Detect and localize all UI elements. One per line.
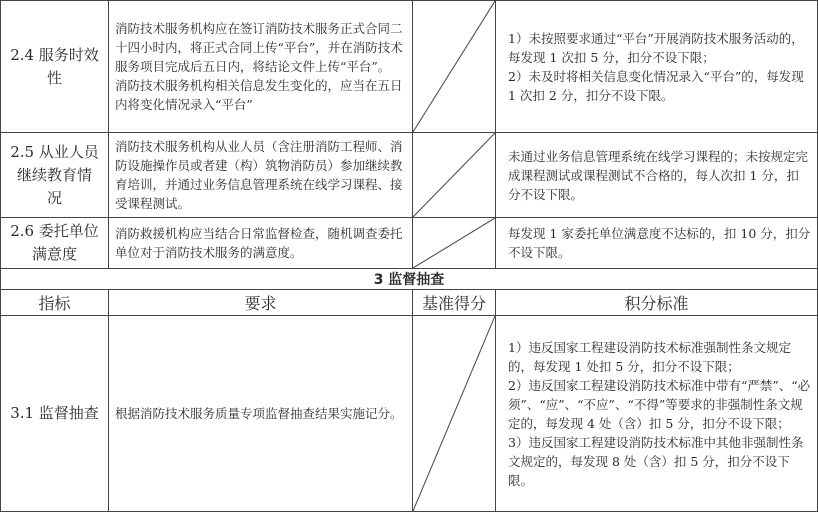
indicator-line: 满意度 (31, 245, 77, 263)
score-cell-empty (413, 218, 496, 269)
diagonal-slash-icon (413, 316, 495, 511)
diagonal-slash-icon (413, 1, 495, 132)
standard-text: 2）未及时将相关信息变化情况录入“平台”的，每发现 1 次扣 2 分，扣分不设下限。 (508, 68, 804, 103)
indicator-line: 2.5 从业人员 (10, 142, 99, 161)
indicator-cell (1, 1, 109, 133)
score-cell-empty (413, 316, 496, 512)
indicator-line: 况 (46, 188, 62, 207)
indicator-cell (1, 133, 109, 218)
requirement-text: 根据消防技术服务质量专项监督抽查结果实施记分。 (115, 406, 403, 421)
standard-cell (496, 218, 818, 269)
requirement-cell (109, 133, 413, 218)
requirement-text: 消防救援机构应当结合日常监督检查，随机调查委托单位对于消防技术服务的满意度。 (115, 226, 403, 260)
diagonal-slash-icon (413, 133, 495, 217)
score-cell-empty (413, 133, 496, 218)
diagonal-slash-icon (413, 218, 495, 268)
standard-text: 3）违反国家工程建设消防技术标准中其他非强制性条文规定的，每发现 8 处（含）扣 5 分，扣分不设下限。 (508, 434, 804, 488)
requirement-text: 消防技术服务机构从业人员（含注册消防工程师、消防设施操作员或者建（构）筑物消防员）参加继续教育培训，并通过业务信息管理系统在线学习课程、接受课程测试。 (115, 139, 403, 211)
requirement-text: 消防技术服务机构相关信息发生变化的，应当在五日内将变化情况录入“平台” (115, 78, 403, 112)
indicator-line: 2.4 服务时效 (10, 45, 99, 64)
standard-text: 1）未按照要求通过“平台”开展消防技术服务活动的，每发现 1 次扣 5 分，扣分不设下限； (508, 30, 804, 65)
section-title: 3 监督抽查 (1, 269, 818, 290)
standard-text: 2）违反国家工程建设消防技术标准中带有“严禁”、“必须”、“应”、“不应”、“不得”等要求的非强制性条文规定的，每发现 4 处（含）扣 5 分，扣分不设下限； (508, 377, 811, 431)
header-row (1, 290, 818, 316)
standard-text: 未通过业务信息管理系统在线学习课程的；未按规定完成课程测试或课程测试不合格的，每人次扣 1 分，扣分不设下限。 (508, 148, 809, 202)
header-standard: 积分标准 (496, 290, 818, 316)
table-row-2-4 (1, 1, 818, 133)
standard-cell (496, 1, 818, 133)
section-row (1, 269, 818, 290)
score-cell-empty (413, 1, 496, 133)
indicator-cell (1, 316, 109, 512)
standard-cell (496, 316, 818, 512)
header-indicator: 指标 (1, 290, 109, 316)
standard-text: 每发现 1 家委托单位满意度不达标的，扣 10 分，扣分不设下限。 (508, 226, 811, 260)
standard-text: 1）违反国家工程建设消防技术标准强制性条文规定的，每发现 1 处扣 5 分，扣分不设下限； (508, 339, 791, 374)
indicator-line: 继续教育情 (16, 165, 92, 184)
requirement-text: 消防技术服务机构应在签订消防技术服务正式合同二十四小时内，将正式合同上传“平台”，并在消防技术服务项目完成后五日内，将结论文件上传“平台”。 (115, 21, 403, 74)
indicator-cell (1, 218, 109, 269)
table-row-2-5 (1, 133, 818, 218)
table-row-2-6 (1, 218, 818, 269)
table-row-3-1 (1, 316, 818, 512)
requirement-cell (109, 316, 413, 512)
indicator-line: 3.1 监督抽查 (10, 404, 99, 422)
requirement-cell (109, 1, 413, 133)
standard-cell (496, 133, 818, 218)
header-requirement: 要求 (109, 290, 413, 316)
indicator-line: 性 (46, 68, 62, 87)
header-score: 基准得分 (413, 290, 496, 316)
indicator-line: 2.6 委托单位 (10, 222, 99, 240)
requirement-cell (109, 218, 413, 269)
